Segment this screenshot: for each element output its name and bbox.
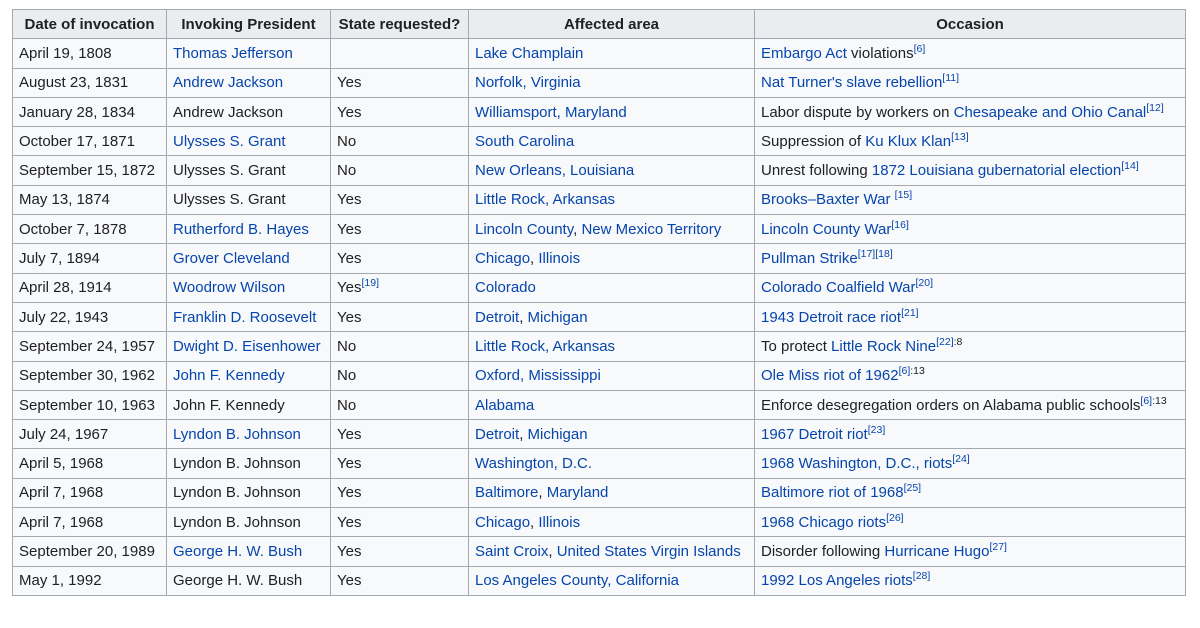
president-cell [167, 68, 331, 97]
wiki-link[interactable]: Colorado Coalfield War [761, 279, 916, 297]
wiki-link[interactable]: Little Rock Nine [831, 337, 937, 355]
wiki-link[interactable]: Chicago [475, 250, 531, 268]
citation-superscript[interactable] [868, 424, 886, 436]
header-state-requested[interactable]: State requested? [331, 10, 469, 39]
page-reference: :13 [1152, 394, 1167, 407]
wiki-link[interactable]: Alabama [475, 396, 535, 414]
date-cell: September 20, 1989 [13, 537, 167, 566]
wiki-link[interactable]: Grover Cleveland [173, 250, 290, 268]
wiki-link[interactable]: Oxford, Mississippi [475, 367, 601, 385]
occasion-cell [755, 420, 1186, 449]
cell-text: Ulysses S. Grant [173, 162, 286, 180]
reference-link[interactable]: [6] [1140, 394, 1153, 407]
cell-text: Suppression of [761, 132, 866, 150]
president-cell [167, 420, 331, 449]
state-requested-cell [331, 127, 469, 156]
state-requested-cell [331, 97, 469, 126]
wiki-link[interactable]: Pullman Strike [761, 250, 858, 268]
wiki-link[interactable]: Andrew Jackson [173, 74, 284, 92]
wiki-link[interactable]: Woodrow Wilson [173, 279, 286, 297]
occasion-cell [755, 244, 1186, 273]
wiki-link[interactable]: Chicago [475, 513, 531, 531]
president-cell [167, 537, 331, 566]
header-president[interactable]: Invoking President [167, 10, 331, 39]
occasion-cell [755, 156, 1186, 185]
citation-superscript[interactable] [901, 307, 919, 319]
citation-superscript[interactable] [891, 219, 909, 231]
president-cell [167, 566, 331, 595]
wiki-link[interactable]: 1968 Washington, D.C., riots [761, 455, 953, 473]
reference-link[interactable]: [24] [952, 453, 970, 466]
affected-area-cell [469, 244, 755, 273]
table-row [13, 390, 1186, 419]
occasion-cell [755, 68, 1186, 97]
state-requested-cell [331, 39, 469, 68]
president-cell [167, 361, 331, 390]
state-requested-cell [331, 537, 469, 566]
president-cell [167, 302, 331, 331]
cell-text: Lyndon B. Johnson [173, 513, 301, 531]
reference-link[interactable]: [19] [361, 277, 379, 290]
citation-superscript[interactable] [916, 277, 934, 289]
cell-text: Yes [337, 542, 362, 560]
table-row [13, 97, 1186, 126]
state-requested-cell [331, 566, 469, 595]
table-row [13, 302, 1186, 331]
citation-superscript[interactable] [1140, 395, 1152, 407]
invocations-table [12, 9, 1186, 596]
affected-area-cell [469, 361, 755, 390]
wiki-link[interactable]: Baltimore [475, 484, 539, 502]
cell-text: To protect [761, 337, 832, 355]
wiki-link[interactable]: Williamsport, Maryland [475, 103, 627, 121]
citation-superscript[interactable] [886, 512, 904, 524]
wiki-link[interactable]: Colorado [475, 279, 536, 297]
wiki-link[interactable]: Detroit [475, 425, 520, 443]
affected-area-cell [469, 185, 755, 214]
cell-text: No [337, 396, 357, 414]
wiki-link[interactable]: Chesapeake and Ohio Canal [953, 103, 1147, 121]
reference-link[interactable]: [23] [867, 423, 886, 436]
cell-text: No [337, 367, 357, 385]
citation-superscript [1152, 395, 1167, 407]
president-cell [167, 156, 331, 185]
date-cell: September 15, 1872 [13, 156, 167, 185]
affected-area-cell [469, 39, 755, 68]
wiki-link[interactable]: Washington, D.C. [475, 455, 592, 473]
date-cell: April 19, 1808 [13, 39, 167, 68]
occasion-cell [755, 537, 1186, 566]
reference-link[interactable]: [20] [915, 277, 934, 290]
reference-link[interactable]: [12] [1146, 101, 1164, 114]
date-cell: September 24, 1957 [13, 332, 167, 361]
date-cell: April 7, 1968 [13, 508, 167, 537]
citation-superscript[interactable] [361, 277, 379, 289]
cell-text: Lyndon B. Johnson [173, 484, 301, 502]
header-occasion[interactable]: Occasion [755, 10, 1186, 39]
cell-text: Yes [337, 74, 362, 92]
president-cell [167, 449, 331, 478]
cell-text: Disorder following [761, 542, 885, 560]
reference-link[interactable]: [28] [912, 570, 931, 583]
date-cell: May 13, 1874 [13, 185, 167, 214]
occasion-cell [755, 361, 1186, 390]
table-row [13, 566, 1186, 595]
date-cell: October 17, 1871 [13, 127, 167, 156]
wiki-link[interactable]: 1872 Louisiana gubernatorial election [871, 162, 1122, 180]
page-reference: :13 [910, 365, 925, 378]
wiki-link[interactable]: Michigan [527, 425, 588, 443]
wiki-link[interactable]: Hurricane Hugo [884, 542, 990, 560]
table-row [13, 361, 1186, 390]
reference-link[interactable]: [25] [903, 482, 922, 495]
cell-text: , [548, 542, 557, 560]
president-cell [167, 478, 331, 507]
affected-area-cell [469, 390, 755, 419]
affected-area-cell [469, 420, 755, 449]
wiki-link[interactable]: Norfolk, Virginia [475, 74, 581, 92]
reference-link[interactable]: [26] [886, 511, 904, 524]
affected-area-cell [469, 332, 755, 361]
state-requested-cell [331, 390, 469, 419]
date-cell: October 7, 1878 [13, 215, 167, 244]
reference-link[interactable]: [14] [1121, 160, 1139, 173]
affected-area-cell [469, 537, 755, 566]
wiki-link[interactable]: Lincoln County War [761, 220, 892, 238]
state-requested-cell [331, 332, 469, 361]
cell-text: Yes [337, 103, 362, 121]
president-cell [167, 39, 331, 68]
header-affected-area[interactable]: Affected area [469, 10, 755, 39]
wiki-link[interactable]: Little Rock, Arkansas [475, 337, 616, 355]
affected-area-cell [469, 449, 755, 478]
occasion-cell [755, 478, 1186, 507]
table-row [13, 537, 1186, 566]
citation-superscript [954, 336, 963, 348]
cell-text: George H. W. Bush [173, 572, 303, 590]
cell-text: , [538, 484, 547, 502]
wiki-link[interactable]: New Mexico Territory [581, 220, 722, 238]
table-row [13, 185, 1186, 214]
table-row [13, 478, 1186, 507]
citation-superscript[interactable] [1121, 160, 1139, 172]
president-cell [167, 185, 331, 214]
occasion-cell [755, 185, 1186, 214]
wiki-link[interactable]: Detroit [475, 308, 520, 326]
cell-text: No [337, 132, 357, 150]
reference-link[interactable]: [22] [936, 335, 954, 348]
state-requested-cell [331, 156, 469, 185]
president-cell [167, 97, 331, 126]
affected-area-cell [469, 508, 755, 537]
occasion-cell [755, 273, 1186, 302]
reference-link[interactable]: [21] [901, 306, 919, 319]
affected-area-cell [469, 215, 755, 244]
wiki-link[interactable]: Illinois [538, 250, 581, 268]
wiki-link[interactable]: Illinois [538, 513, 581, 531]
citation-superscript [910, 365, 925, 377]
state-requested-cell [331, 478, 469, 507]
cell-text: Yes [337, 484, 362, 502]
table-row [13, 332, 1186, 361]
affected-area-cell [469, 302, 755, 331]
table-row [13, 215, 1186, 244]
state-requested-cell [331, 273, 469, 302]
president-cell [167, 332, 331, 361]
cell-text: Ulysses S. Grant [173, 191, 286, 209]
state-requested-cell [331, 449, 469, 478]
wiki-link[interactable]: Ole Miss riot of 1962 [761, 367, 899, 385]
table-row [13, 127, 1186, 156]
wiki-link[interactable]: 1967 Detroit riot [761, 425, 868, 443]
reference-link[interactable]: [18] [875, 248, 893, 261]
citation-superscript[interactable] [858, 248, 876, 260]
wiki-link[interactable]: Dwight D. Eisenhower [173, 337, 321, 355]
reference-link[interactable]: [13] [951, 130, 969, 143]
president-cell [167, 244, 331, 273]
occasion-cell [755, 39, 1186, 68]
state-requested-cell [331, 215, 469, 244]
cell-text: , [530, 250, 539, 268]
president-cell [167, 508, 331, 537]
occasion-cell [755, 332, 1186, 361]
date-cell: July 22, 1943 [13, 302, 167, 331]
reference-link[interactable]: [16] [891, 218, 909, 231]
citation-superscript[interactable] [951, 131, 969, 143]
wiki-link[interactable]: Brooks–Baxter War [761, 191, 891, 209]
wiki-link[interactable]: 1992 Los Angeles riots [761, 572, 913, 590]
state-requested-cell [331, 244, 469, 273]
state-requested-cell [331, 302, 469, 331]
cell-text: Labor dispute by workers on [761, 103, 954, 121]
cell-text: Yes [337, 191, 362, 209]
table-container [12, 9, 1186, 596]
affected-area-cell [469, 566, 755, 595]
wiki-link[interactable]: Ulysses S. Grant [173, 132, 286, 150]
wiki-link[interactable]: Baltimore riot of 1968 [761, 484, 904, 502]
cell-text: , [519, 308, 528, 326]
cell-text: Lyndon B. Johnson [173, 455, 301, 473]
cell-text: , [530, 513, 539, 531]
date-cell: July 7, 1894 [13, 244, 167, 273]
wiki-link[interactable]: John F. Kennedy [173, 367, 285, 385]
citation-superscript[interactable] [914, 43, 926, 55]
citation-superscript[interactable] [942, 72, 959, 84]
reference-link[interactable]: [17] [857, 248, 876, 261]
reference-link[interactable]: [27] [989, 540, 1007, 553]
cell-text: No [337, 162, 357, 180]
affected-area-cell [469, 127, 755, 156]
cell-text: Yes [337, 572, 362, 590]
page-reference: :8 [953, 335, 963, 348]
cell-text: Yes [337, 513, 362, 531]
header-date[interactable]: Date of invocation [13, 10, 167, 39]
wiki-link[interactable]: Rutherford B. Hayes [173, 220, 309, 238]
cell-text: Andrew Jackson [173, 103, 284, 121]
wiki-link[interactable]: Thomas Jefferson [173, 44, 293, 62]
table-row [13, 244, 1186, 273]
citation-superscript[interactable] [875, 248, 893, 260]
header-row [13, 10, 1186, 39]
occasion-cell [755, 302, 1186, 331]
wiki-link[interactable]: United States Virgin Islands [556, 542, 741, 560]
table-row [13, 39, 1186, 68]
table-row [13, 68, 1186, 97]
date-cell: April 5, 1968 [13, 449, 167, 478]
state-requested-cell [331, 185, 469, 214]
affected-area-cell [469, 478, 755, 507]
wiki-link[interactable]: Nat Turner's slave rebellion [761, 74, 943, 92]
citation-superscript[interactable] [989, 541, 1007, 553]
affected-area-cell [469, 68, 755, 97]
reference-link[interactable]: [11] [942, 72, 960, 85]
president-cell [167, 127, 331, 156]
citation-superscript[interactable] [895, 189, 913, 201]
state-requested-cell [331, 361, 469, 390]
affected-area-cell [469, 156, 755, 185]
date-cell: August 23, 1831 [13, 68, 167, 97]
date-cell: September 10, 1963 [13, 390, 167, 419]
wiki-link[interactable]: 1968 Chicago riots [761, 513, 887, 531]
cell-text: Yes [337, 279, 362, 297]
cell-text: Yes [337, 425, 362, 443]
table-row [13, 273, 1186, 302]
occasion-cell [755, 449, 1186, 478]
cell-text: , [519, 425, 528, 443]
president-cell [167, 273, 331, 302]
cell-text: Yes [337, 220, 362, 238]
occasion-cell [755, 127, 1186, 156]
cell-text: No [337, 337, 357, 355]
citation-superscript[interactable] [913, 570, 931, 582]
cell-text: , [573, 220, 582, 238]
wiki-link[interactable]: Embargo Act [761, 44, 847, 62]
affected-area-cell [469, 273, 755, 302]
occasion-cell [755, 97, 1186, 126]
wiki-link[interactable]: New Orleans, Louisiana [475, 162, 635, 180]
wiki-link[interactable]: Lyndon B. Johnson [173, 425, 301, 443]
state-requested-cell [331, 68, 469, 97]
occasion-cell [755, 508, 1186, 537]
date-cell: September 30, 1962 [13, 361, 167, 390]
date-cell: April 7, 1968 [13, 478, 167, 507]
reference-link[interactable]: [6] [898, 365, 911, 378]
wiki-link[interactable]: 1943 Detroit race riot [761, 308, 902, 326]
cell-text: John F. Kennedy [173, 396, 285, 414]
citation-superscript[interactable] [899, 365, 911, 377]
cell-text: Enforce desegregation orders on Alabama public schools [761, 396, 1141, 414]
wiki-link[interactable]: George H. W. Bush [173, 542, 303, 560]
cell-text: Unrest following [761, 162, 872, 180]
president-cell [167, 215, 331, 244]
citation-superscript[interactable] [952, 453, 970, 465]
table-row [13, 508, 1186, 537]
occasion-cell [755, 390, 1186, 419]
president-cell [167, 390, 331, 419]
wiki-link[interactable]: Lincoln County [475, 220, 574, 238]
date-cell: May 1, 1992 [13, 566, 167, 595]
wiki-link[interactable]: Little Rock, Arkansas [475, 191, 616, 209]
wiki-link[interactable]: Los Angeles County, California [475, 572, 680, 590]
wiki-link[interactable]: South Carolina [475, 132, 575, 150]
date-cell: January 28, 1834 [13, 97, 167, 126]
wiki-link[interactable]: Maryland [546, 484, 609, 502]
state-requested-cell [331, 420, 469, 449]
occasion-cell [755, 215, 1186, 244]
cell-text: Yes [337, 250, 362, 268]
table-row [13, 449, 1186, 478]
wiki-link[interactable]: Franklin D. Roosevelt [173, 308, 317, 326]
table-row [13, 420, 1186, 449]
wiki-link[interactable]: Lake Champlain [475, 44, 584, 62]
reference-link[interactable]: [6] [913, 42, 926, 55]
citation-superscript[interactable] [1146, 102, 1164, 114]
wiki-link[interactable]: Saint Croix [475, 542, 549, 560]
state-requested-cell [331, 508, 469, 537]
occasion-cell [755, 566, 1186, 595]
cell-text: violations [846, 44, 914, 62]
reference-link[interactable]: [15] [894, 189, 913, 202]
date-cell: April 28, 1914 [13, 273, 167, 302]
wiki-link[interactable]: Michigan [527, 308, 588, 326]
table-row [13, 156, 1186, 185]
cell-text: Yes [337, 455, 362, 473]
wiki-link[interactable]: Ku Klux Klan [865, 132, 952, 150]
date-cell: July 24, 1967 [13, 420, 167, 449]
cell-text: Yes [337, 308, 362, 326]
citation-superscript[interactable] [904, 482, 922, 494]
citation-superscript[interactable] [936, 336, 954, 348]
affected-area-cell [469, 97, 755, 126]
